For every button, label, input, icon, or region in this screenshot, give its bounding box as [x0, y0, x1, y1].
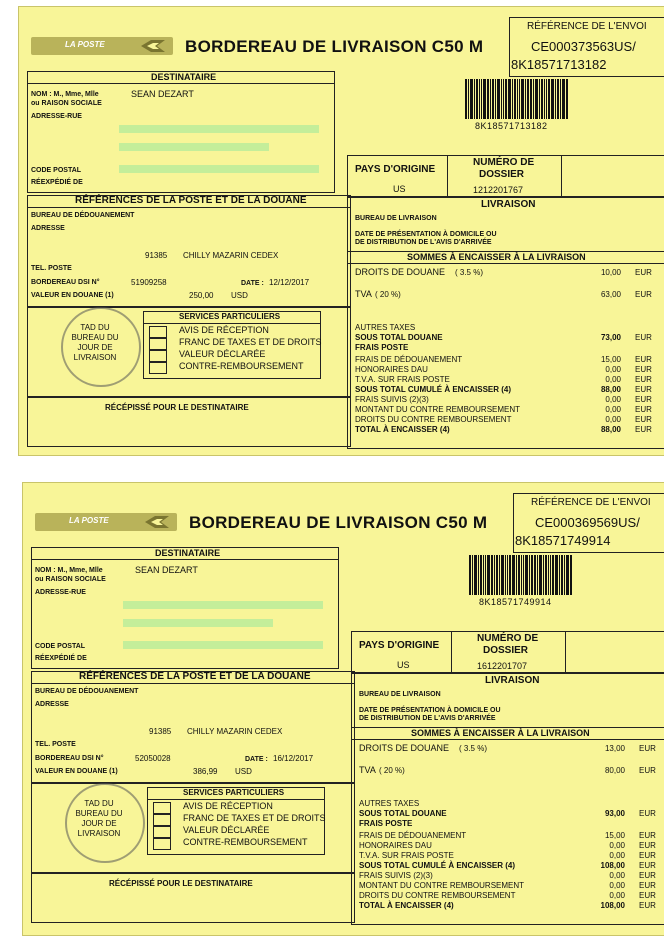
bureau-livraison-label: BUREAU DE LIVRAISON	[355, 215, 437, 222]
total-label: TOTAL À ENCAISSER (4)	[359, 901, 454, 910]
barcode-text: 8K18571713182	[475, 121, 548, 131]
reference-line-2: 8K18571713182	[511, 57, 607, 72]
checkbox-avis[interactable]	[149, 326, 167, 338]
sous-total-cumule-value: 88,00	[600, 385, 621, 394]
montant-cr-value: 0,00	[609, 881, 625, 890]
adresse-label: ADRESSE	[31, 225, 65, 232]
valeur-douane-label: VALEUR EN DOUANE (1)	[31, 292, 114, 299]
pays-label: PAYS D'ORIGINE	[355, 164, 436, 175]
tad-line-2: BUREAU DU	[75, 809, 123, 818]
redacted-address-2	[119, 143, 269, 151]
services-heading: SERVICES PARTICULIERS	[183, 788, 285, 797]
references-heading: RÉFÉRENCES DE LA POSTE ET DE LA DOUANE	[79, 671, 311, 682]
eur-droits-cr: EUR	[635, 415, 652, 424]
dossier-value: 1212201767	[473, 185, 524, 195]
recepisse-label: RÉCÉPISSÉ POUR LE DESTINATAIRE	[109, 879, 253, 888]
eur-tva-frais: EUR	[635, 375, 652, 384]
tva-frais-label: T.V.A. SUR FRAIS POSTE	[359, 851, 454, 860]
dsi-label: BORDEREAU DSI N°	[35, 755, 104, 762]
frais-dedouanement-value: 15,00	[600, 355, 621, 364]
la-poste-logo	[31, 37, 173, 55]
redacted-postal	[119, 165, 319, 173]
destinataire-heading: DESTINATAIRE	[151, 72, 217, 82]
pays-value: US	[397, 660, 410, 670]
valeur-value: 250,00	[189, 291, 214, 300]
eur-sous-total-douane: EUR	[635, 333, 652, 342]
date-presentation-2: DE DISTRIBUTION DE L'AVIS D'ARRIVÉE	[355, 239, 492, 246]
la-poste-bird-icon	[143, 514, 171, 530]
reference-label: RÉFÉRENCE DE L'ENVOI	[527, 21, 647, 32]
postal-code-value: 91385	[149, 727, 172, 736]
droits-label: DROITS DE DOUANE	[359, 743, 450, 753]
reference-line-1: CE000373563US/	[531, 39, 636, 54]
eur-sous-total-douane: EUR	[639, 809, 656, 818]
frais-suivis-label: FRAIS SUIVIS (2)(3)	[359, 871, 433, 880]
sous-total-douane-value: 93,00	[604, 809, 625, 818]
frais-dedouanement-label: FRAIS DE DÉDOUANEMENT	[359, 831, 467, 840]
recipient-name: SEAN DEZART	[131, 89, 194, 99]
service-franc: FRANC DE TAXES ET DE DROITS	[179, 337, 322, 347]
adresse-rue-label: ADRESSE-RUE	[31, 113, 82, 120]
droits-label: DROITS DE DOUANE	[355, 267, 446, 277]
destinataire-heading: DESTINATAIRE	[155, 548, 221, 558]
tva-frais-value: 0,00	[605, 375, 621, 384]
tva-label: TVA	[359, 765, 376, 775]
eur-droits-cr: EUR	[639, 891, 656, 900]
eur-droits: EUR	[635, 268, 652, 277]
services-heading: SERVICES PARTICULIERS	[179, 312, 281, 321]
droits-cr-value: 0,00	[605, 415, 621, 424]
eur-sous-total-cumule: EUR	[639, 861, 656, 870]
bureau-livraison-label: BUREAU DE LIVRAISON	[359, 691, 441, 698]
eur-montant-cr: EUR	[639, 881, 656, 890]
service-franc: FRANC DE TAXES ET DE DROITS	[183, 813, 326, 823]
sous-total-douane-label: SOUS TOTAL DOUANE	[359, 809, 447, 818]
tad-line-1: TAD DU	[84, 799, 114, 808]
service-contre: CONTRE-REMBOURSEMENT	[183, 837, 308, 847]
delivery-slip-1	[18, 6, 664, 456]
dossier-value: 1612201707	[477, 661, 528, 671]
service-avis: AVIS DE RÉCEPTION	[183, 801, 273, 811]
eur-frais-dedouanement: EUR	[635, 355, 652, 364]
total-value: 108,00	[600, 901, 625, 910]
eur-frais-dedouanement: EUR	[639, 831, 656, 840]
eur-honoraires: EUR	[639, 841, 656, 850]
nom-label: NOM : M., Mme, Mlle	[35, 567, 103, 574]
tad-line-4: LIVRAISON	[77, 829, 121, 838]
valeur-value: 386,99	[193, 767, 218, 776]
adresse-rue-label: ADRESSE-RUE	[35, 589, 86, 596]
delivery-slip-2	[22, 482, 664, 936]
service-contre: CONTRE-REMBOURSEMENT	[179, 361, 304, 371]
droits-cr-label: DROITS DU CONTRE REMBOURSEMENT	[359, 891, 516, 900]
city-value: CHILLY MAZARIN CEDEX	[183, 251, 279, 260]
tad-line-1: TAD DU	[80, 323, 110, 332]
eur-total: EUR	[639, 901, 656, 910]
pays-value: US	[393, 184, 406, 194]
checkbox-avis[interactable]	[153, 802, 171, 814]
date-presentation-2: DE DISTRIBUTION DE L'AVIS D'ARRIVÉE	[359, 715, 496, 722]
date-label: DATE :	[245, 756, 268, 763]
code-postal-label: CODE POSTAL	[35, 643, 86, 650]
reference-line-2: 8K18571749914	[515, 533, 611, 548]
checkbox-valeur[interactable]	[153, 826, 171, 838]
currency-value: USD	[231, 291, 248, 300]
tel-label: TEL. POSTE	[31, 265, 72, 272]
date-presentation-1: DATE DE PRÉSENTATION À DOMICILE OU	[359, 707, 501, 714]
checkbox-contre[interactable]	[149, 362, 167, 374]
date-label: DATE :	[241, 280, 264, 287]
tel-label: TEL. POSTE	[35, 741, 76, 748]
droits-rate: ( 3.5 %)	[455, 268, 484, 277]
tva-frais-value: 0,00	[609, 851, 625, 860]
postal-code-value: 91385	[145, 251, 168, 260]
pays-label: PAYS D'ORIGINE	[359, 640, 440, 651]
dossier-label: DOSSIER	[483, 645, 529, 656]
raison-sociale-label: ou RAISON SOCIALE	[35, 576, 106, 583]
frais-suivis-value: 0,00	[609, 871, 625, 880]
bureau-dedouanement-label: BUREAU DE DÉDOUANEMENT	[35, 688, 139, 695]
tva-label: TVA	[355, 289, 372, 299]
sommes-heading: SOMMES À ENCAISSER À LA LIVRAISON	[411, 728, 590, 738]
tad-line-2: BUREAU DU	[71, 333, 119, 342]
frais-suivis-value: 0,00	[605, 395, 621, 404]
tva-value: 63,00	[600, 290, 621, 299]
bureau-dedouanement-label: BUREAU DE DÉDOUANEMENT	[31, 212, 135, 219]
tad-line-3: JOUR DE	[77, 343, 113, 352]
reexpedie-label: RÉEXPÉDIÉ DE	[35, 655, 87, 662]
eur-droits: EUR	[639, 744, 656, 753]
frais-dedouanement-label: FRAIS DE DÉDOUANEMENT	[355, 355, 463, 364]
sous-total-douane-label: SOUS TOTAL DOUANE	[355, 333, 443, 342]
date-presentation-1: DATE DE PRÉSENTATION À DOMICILE OU	[355, 231, 497, 238]
frais-dedouanement-value: 15,00	[604, 831, 625, 840]
checkbox-franc[interactable]	[153, 814, 171, 826]
eur-total: EUR	[635, 425, 652, 434]
livraison-heading: LIVRAISON	[481, 199, 536, 210]
eur-honoraires: EUR	[635, 365, 652, 374]
honoraires-value: 0,00	[605, 365, 621, 374]
reexpedie-label: RÉEXPÉDIÉ DE	[31, 179, 83, 186]
checkbox-contre[interactable]	[153, 838, 171, 850]
redacted-address	[123, 601, 323, 609]
valeur-douane-label: VALEUR EN DOUANE (1)	[35, 768, 118, 775]
frais-poste-label: FRAIS POSTE	[355, 343, 409, 352]
montant-cr-value: 0,00	[605, 405, 621, 414]
reference-line-1: CE000369569US/	[535, 515, 640, 530]
tva-rate: ( 20 %)	[379, 766, 405, 775]
honoraires-label: HONORAIRES DAU	[355, 365, 428, 374]
date-value: 16/12/2017	[273, 754, 314, 763]
sommes-heading: SOMMES À ENCAISSER À LA LIVRAISON	[407, 252, 586, 262]
sous-total-cumule-value: 108,00	[600, 861, 625, 870]
dossier-label: DOSSIER	[479, 169, 525, 180]
autres-taxes-label: AUTRES TAXES	[359, 799, 420, 808]
montant-cr-label: MONTANT DU CONTRE REMBOURSEMENT	[359, 881, 525, 890]
redacted-address	[119, 125, 319, 133]
tva-value: 80,00	[604, 766, 625, 775]
redacted-address-2	[123, 619, 273, 627]
eur-frais-suivis: EUR	[635, 395, 652, 404]
eur-tva-frais: EUR	[639, 851, 656, 860]
recipient-name: SEAN DEZART	[135, 565, 198, 575]
eur-tva: EUR	[639, 766, 656, 775]
barcode	[465, 79, 569, 119]
raison-sociale-label: ou RAISON SOCIALE	[31, 100, 102, 107]
sous-total-cumule-label: SOUS TOTAL CUMULÉ À ENCAISSER (4)	[359, 861, 516, 870]
currency-value: USD	[235, 767, 252, 776]
redacted-postal	[123, 641, 323, 649]
date-value: 12/12/2017	[269, 278, 310, 287]
sous-total-douane-value: 73,00	[600, 333, 621, 342]
la-poste-bird-icon	[139, 38, 167, 54]
autres-taxes-label: AUTRES TAXES	[355, 323, 416, 332]
tva-rate: ( 20 %)	[375, 290, 401, 299]
tad-line-3: JOUR DE	[81, 819, 117, 828]
eur-frais-suivis: EUR	[639, 871, 656, 880]
numero-label: NUMÉRO DE	[473, 157, 535, 168]
droits-cr-label: DROITS DU CONTRE REMBOURSEMENT	[355, 415, 512, 424]
form-title: BORDEREAU DE LIVRAISON C50 M	[185, 37, 484, 56]
nom-label: NOM : M., Mme, Mlle	[31, 91, 99, 98]
la-poste-logo	[35, 513, 177, 531]
frais-poste-label: FRAIS POSTE	[359, 819, 413, 828]
service-valeur: VALEUR DÉCLARÉE	[179, 349, 266, 359]
honoraires-value: 0,00	[609, 841, 625, 850]
eur-tva: EUR	[635, 290, 652, 299]
recepisse-label: RÉCÉPISSÉ POUR LE DESTINATAIRE	[105, 403, 249, 412]
montant-cr-label: MONTANT DU CONTRE REMBOURSEMENT	[355, 405, 521, 414]
code-postal-label: CODE POSTAL	[31, 167, 82, 174]
total-label: TOTAL À ENCAISSER (4)	[355, 425, 450, 434]
dsi-value: 51909258	[131, 278, 167, 287]
eur-montant-cr: EUR	[635, 405, 652, 414]
dsi-label: BORDEREAU DSI N°	[31, 279, 100, 286]
dsi-value: 52050028	[135, 754, 171, 763]
eur-sous-total-cumule: EUR	[635, 385, 652, 394]
tad-line-4: LIVRAISON	[73, 353, 117, 362]
frais-suivis-label: FRAIS SUIVIS (2)(3)	[355, 395, 429, 404]
barcode-text: 8K18571749914	[479, 597, 552, 607]
tva-frais-label: T.V.A. SUR FRAIS POSTE	[355, 375, 450, 384]
adresse-label: ADRESSE	[35, 701, 69, 708]
droits-rate: ( 3.5 %)	[459, 744, 488, 753]
droits-value: 13,00	[604, 744, 625, 753]
droits-cr-value: 0,00	[609, 891, 625, 900]
service-avis: AVIS DE RÉCEPTION	[179, 325, 269, 335]
droits-value: 10,00	[600, 268, 621, 277]
reference-label: RÉFÉRENCE DE L'ENVOI	[531, 497, 651, 508]
livraison-heading: LIVRAISON	[485, 675, 540, 686]
logo-text: LA POSTE	[65, 40, 105, 49]
references-heading: RÉFÉRENCES DE LA POSTE ET DE LA DOUANE	[75, 195, 307, 206]
honoraires-label: HONORAIRES DAU	[359, 841, 432, 850]
logo-text: LA POSTE	[69, 516, 109, 525]
barcode	[469, 555, 573, 595]
checkbox-valeur[interactable]	[149, 350, 167, 362]
sous-total-cumule-label: SOUS TOTAL CUMULÉ À ENCAISSER (4)	[355, 385, 512, 394]
service-valeur: VALEUR DÉCLARÉE	[183, 825, 270, 835]
city-value: CHILLY MAZARIN CEDEX	[187, 727, 283, 736]
checkbox-franc[interactable]	[149, 338, 167, 350]
numero-label: NUMÉRO DE	[477, 633, 539, 644]
form-title: BORDEREAU DE LIVRAISON C50 M	[189, 513, 488, 532]
total-value: 88,00	[600, 425, 621, 434]
